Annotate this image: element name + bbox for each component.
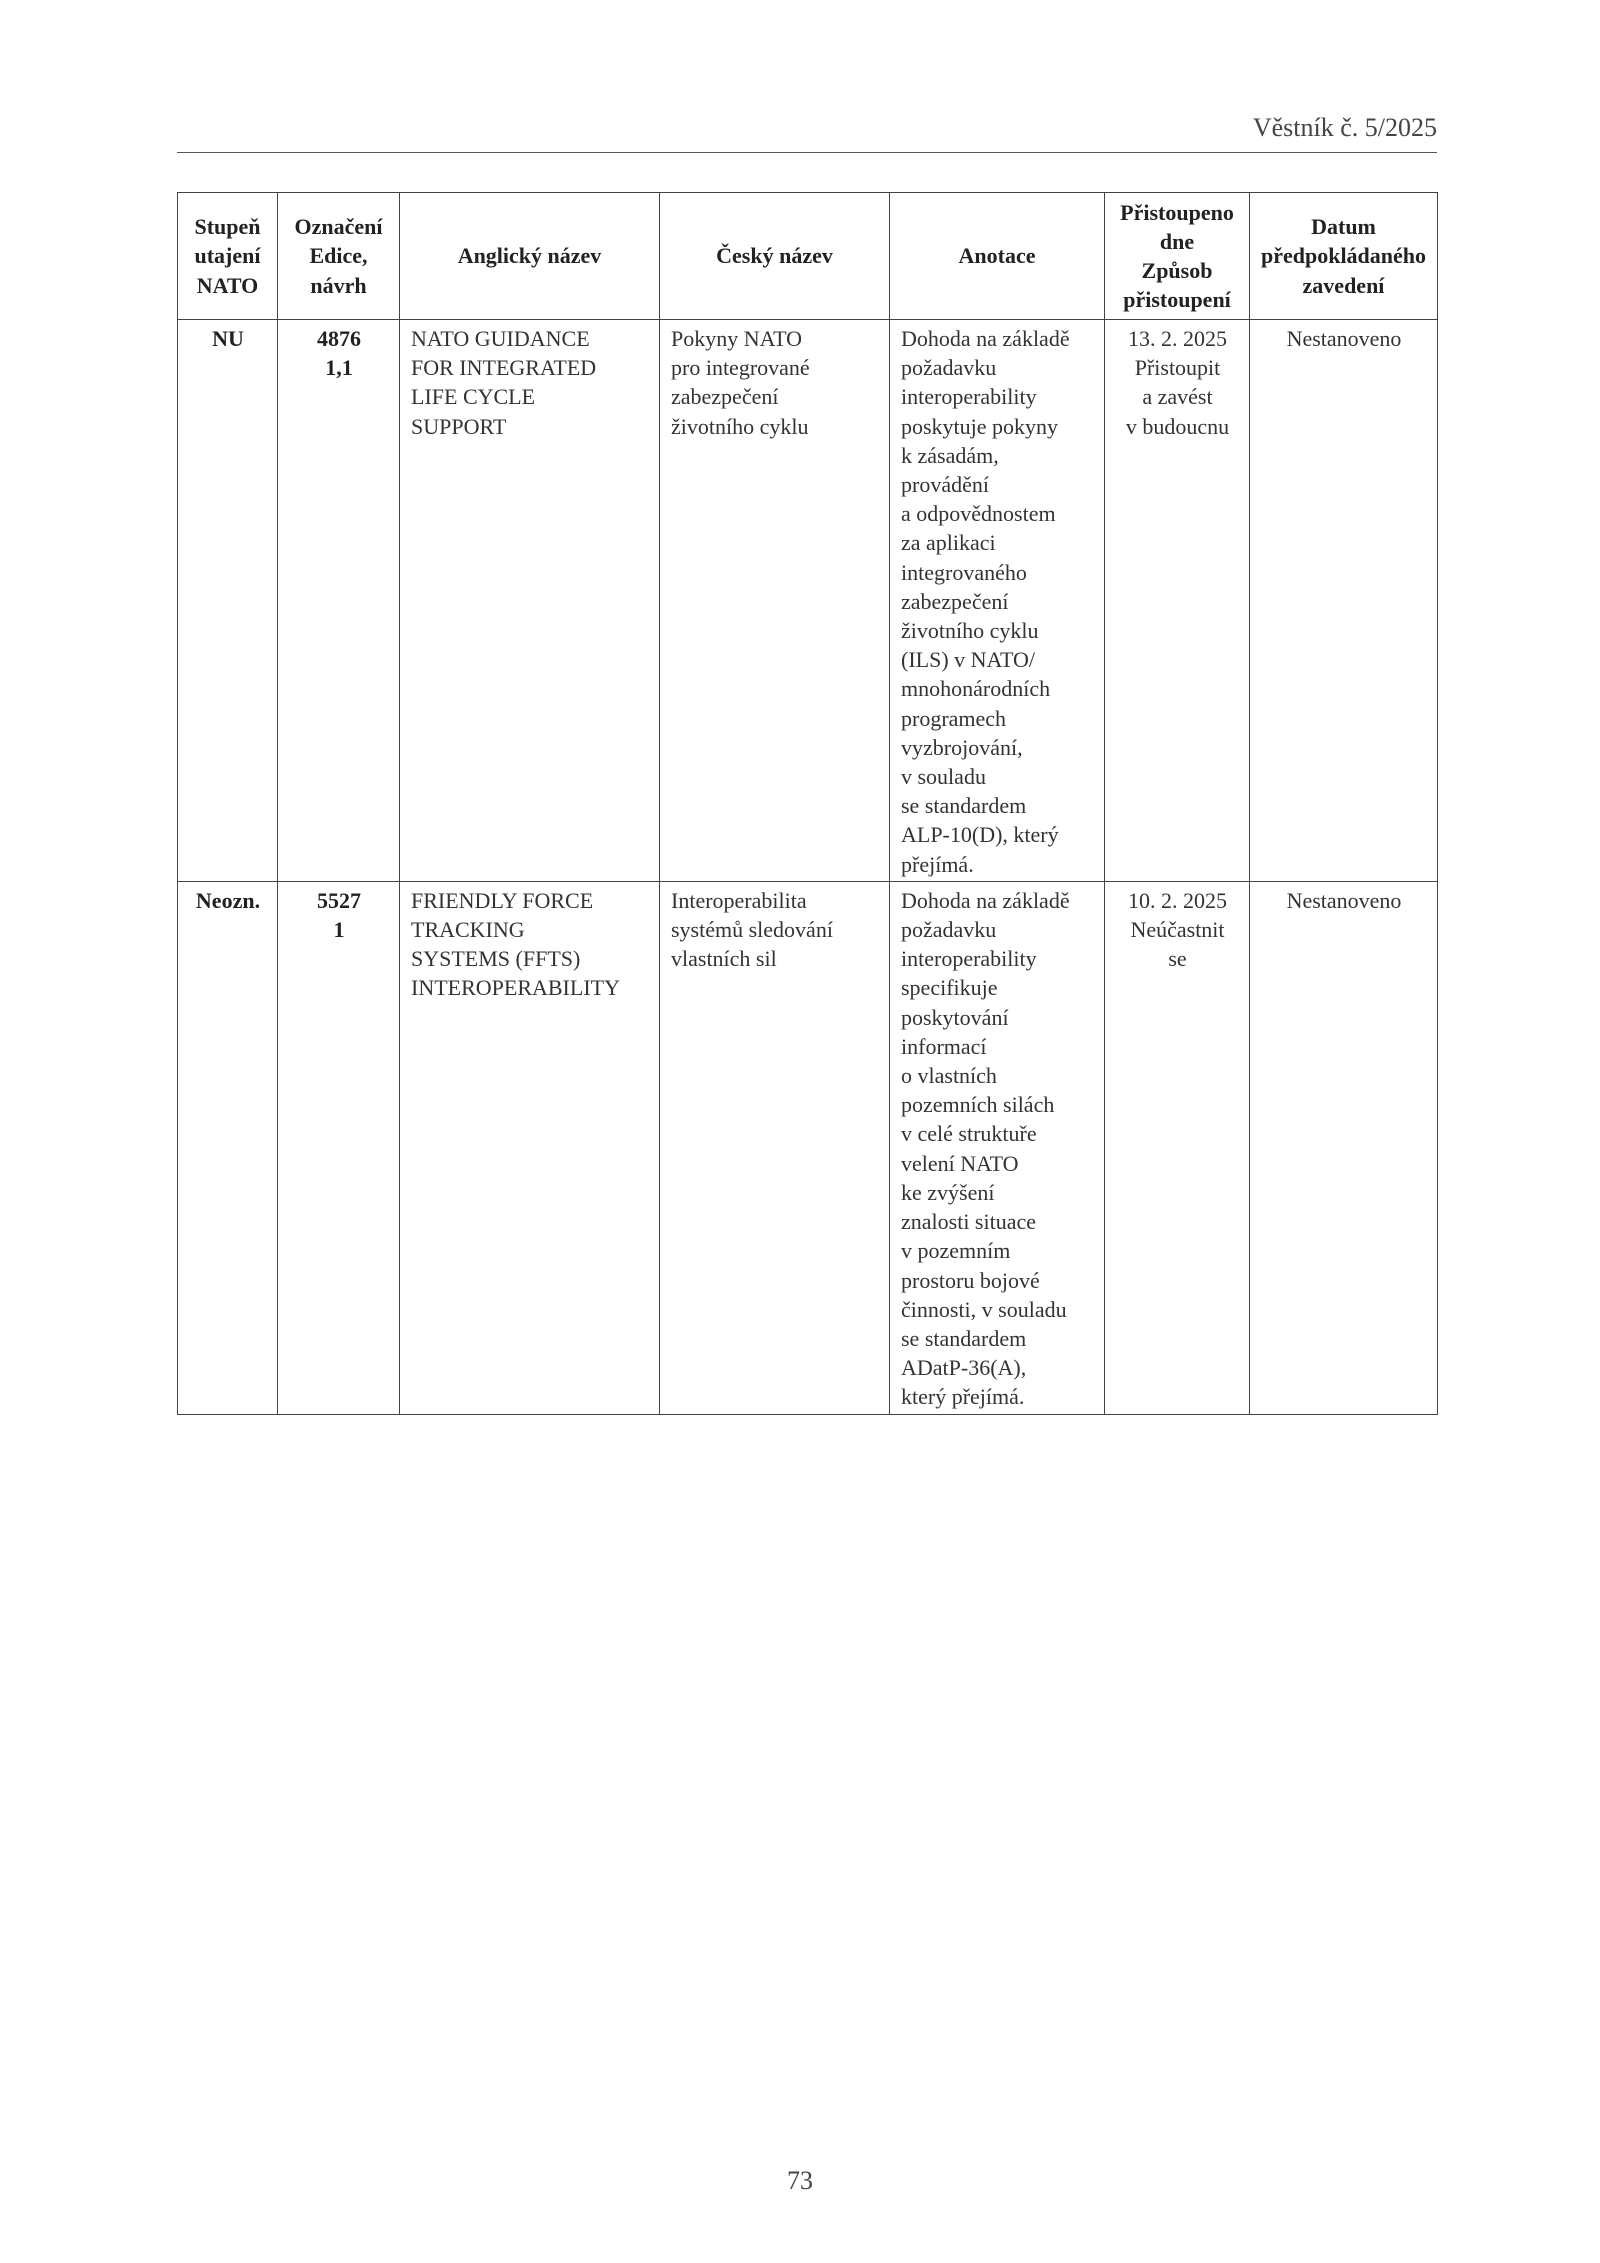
text-line: informací xyxy=(901,1033,987,1059)
text-line: Anotace xyxy=(958,243,1036,269)
edition: 1,1 xyxy=(325,355,353,381)
text-line: systémů sledování xyxy=(671,917,833,943)
text-line: prostoru bojové xyxy=(901,1267,1040,1293)
czech-title-cell xyxy=(660,320,890,882)
text-line: poskytuje pokyny xyxy=(901,413,1059,439)
grade-cell: NU xyxy=(178,320,278,882)
text-line: utajení xyxy=(194,243,261,269)
planned-date-cell: Nestanoveno xyxy=(1250,320,1438,882)
text-line: SUPPORT xyxy=(411,413,507,439)
text-line: a zavést xyxy=(1142,384,1213,410)
text-line: který přejímá. xyxy=(901,1384,1025,1410)
header-grade xyxy=(178,193,278,320)
page-number: 73 xyxy=(787,2166,813,2195)
text-line: Datum xyxy=(1311,214,1376,240)
text-line: přejímá. xyxy=(901,851,974,877)
text-line: Přistoupeno xyxy=(1120,199,1234,225)
accession-date: 10. 2. 2025 xyxy=(1128,887,1227,913)
english-title-cell xyxy=(400,320,660,882)
text-line: za aplikaci xyxy=(901,530,996,556)
table-row xyxy=(178,320,1438,882)
text-line: zabezpečení xyxy=(901,588,1009,614)
accession-cell xyxy=(1105,320,1250,882)
text-line: předpokládaného xyxy=(1260,243,1427,269)
text-line: programech xyxy=(901,705,1007,731)
text-line: Neúčastnit xyxy=(1130,917,1225,943)
text-line: činnosti, v souladu xyxy=(901,1296,1067,1322)
text-line: vyzbrojování, xyxy=(901,734,1023,760)
text-line: se standardem xyxy=(901,793,1027,819)
header-row xyxy=(178,193,1438,320)
text-line: Stupeň xyxy=(194,214,261,240)
text-line: velení NATO xyxy=(901,1150,1019,1176)
text-line: zabezpečení xyxy=(671,384,779,410)
header-annotation xyxy=(890,193,1105,320)
text-line: pro integrované xyxy=(671,355,810,381)
text-line: Přistoupit xyxy=(1134,355,1221,381)
header-planned-date xyxy=(1250,193,1438,320)
accession-method xyxy=(1116,353,1239,441)
edition-cell xyxy=(278,881,400,1414)
text-line: provádění xyxy=(901,472,989,498)
text-line: se xyxy=(1168,946,1187,972)
text-line: v celé struktuře xyxy=(901,1121,1037,1147)
annotation-cell xyxy=(890,881,1105,1414)
text-line: Český název xyxy=(716,243,833,269)
text-line: v budoucnu xyxy=(1125,413,1230,439)
standards-table xyxy=(177,192,1438,1415)
text-line: TRACKING xyxy=(411,917,525,943)
text-line: Způsob xyxy=(1141,258,1213,283)
grade-cell: Neozn. xyxy=(178,881,278,1414)
planned-date-cell: Nestanoveno xyxy=(1250,881,1438,1414)
text-line: Pokyny NATO xyxy=(671,326,803,351)
header-accession xyxy=(1105,193,1250,320)
edition-cell xyxy=(278,320,400,882)
text-line: interoperability xyxy=(901,384,1037,410)
text-line: dne xyxy=(1159,228,1195,254)
text-line: návrh xyxy=(310,272,367,298)
text-line: pozemních silách xyxy=(901,1092,1055,1118)
text-line: FRIENDLY FORCE xyxy=(411,887,594,913)
text-line: INTEROPERABILITY xyxy=(411,975,620,1001)
text-line: SYSTEMS (FFTS) xyxy=(411,946,581,972)
text-line: specifikuje xyxy=(901,975,998,1001)
edition: 1 xyxy=(333,917,345,943)
text-line: k zásadám, xyxy=(901,442,999,468)
running-head: Věstník č. 5/2025 xyxy=(177,110,1437,153)
text-line: znalosti situace xyxy=(901,1209,1037,1235)
header-edition xyxy=(278,193,400,320)
text-line: Dohoda na základě xyxy=(901,326,1070,351)
text-line: přistoupení xyxy=(1123,287,1231,313)
header-czech-title xyxy=(660,193,890,320)
text-line: ADatP-36(A), xyxy=(901,1355,1027,1381)
text-line: požadavku xyxy=(901,917,997,943)
text-line: NATO xyxy=(196,272,259,298)
text-line: NATO GUIDANCE xyxy=(411,326,590,351)
text-line: integrovaného xyxy=(901,559,1027,585)
text-line: poskytování xyxy=(901,1004,1009,1030)
text-line: v pozemním xyxy=(901,1238,1011,1264)
text-line: ALP-10(D), který xyxy=(901,822,1059,848)
text-line: životního cyklu xyxy=(671,413,809,439)
text-line: požadavku xyxy=(901,355,997,381)
text-line: o vlastních xyxy=(901,1063,997,1089)
header-english-title xyxy=(400,193,660,320)
text-line: FOR INTEGRATED xyxy=(411,355,597,381)
text-line: LIFE CYCLE xyxy=(411,384,536,410)
text-line: Anglický název xyxy=(457,243,602,269)
text-line: zavedení xyxy=(1302,272,1385,298)
text-line: ke zvýšení xyxy=(901,1179,995,1205)
text-line: se standardem xyxy=(901,1325,1027,1351)
text-line: mnohonárodních xyxy=(901,676,1051,702)
accession-date: 13. 2. 2025 xyxy=(1128,326,1227,351)
text-line: Edice, xyxy=(309,243,368,269)
designation: 5527 xyxy=(317,887,361,913)
text-line: interoperability xyxy=(901,946,1037,972)
accession-cell xyxy=(1105,881,1250,1414)
text-line: Dohoda na základě xyxy=(901,887,1070,913)
text-line: (ILS) v NATO/ xyxy=(901,647,1036,673)
text-line: a odpovědnostem xyxy=(901,501,1056,527)
text-line: Interoperabilita xyxy=(671,887,807,913)
text-line: vlastních sil xyxy=(671,946,777,972)
text-line: v souladu xyxy=(901,764,986,790)
designation: 4876 xyxy=(317,326,361,351)
english-title-cell xyxy=(400,881,660,1414)
table-row xyxy=(178,881,1438,1414)
text-line: životního cyklu xyxy=(901,618,1039,644)
text-line: Označení xyxy=(294,214,383,240)
accession-method xyxy=(1116,915,1239,973)
annotation-cell xyxy=(890,320,1105,882)
czech-title-cell xyxy=(660,881,890,1414)
